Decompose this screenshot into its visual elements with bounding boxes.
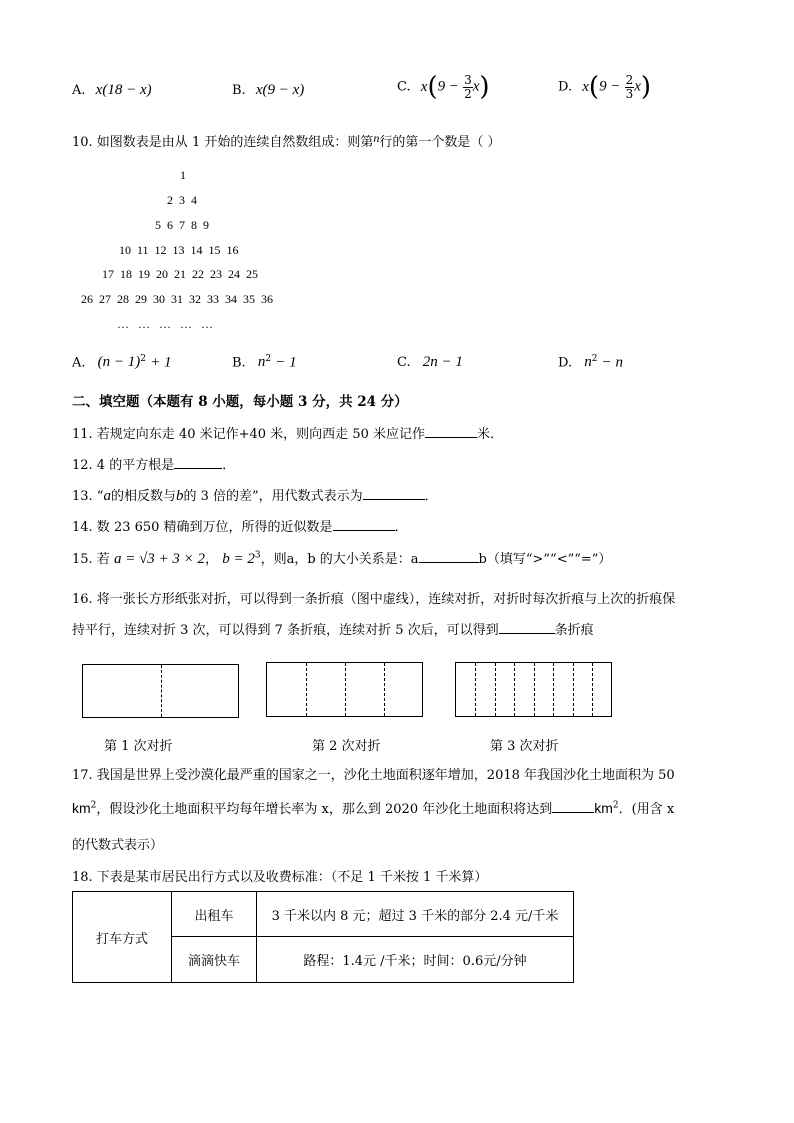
fold-crease [384,663,385,716]
fold-crease [534,663,535,716]
q17-line3: 的代数式表示） [72,838,164,853]
q10-option-c: C. 2n − 1 [397,354,463,370]
fold-crease [495,663,496,716]
q10-stem: 10. 如图数表是由从 1 开始的连续自然数组成：则第n行的第一个数是（ ） [72,131,501,150]
q17-line2: $km^2$，假设沙化土地面积平均每年增长率为 x，那么到 2020 年沙化土地面积将达到 $km^2$．(用含 x [72,800,675,817]
q17-line1: 17. 我国是世界上受沙漠化最严重的国家之一，沙化土地面积逐年增加，2018 年我国沙化土地面积为 50 [72,768,675,783]
table-cell-category: 打车方式 [73,892,172,983]
q14: 14. 数 23 650 精确到万位，所得的近似数是 ． [72,520,408,535]
q9-option-a: A. x(18 − x) [72,82,152,98]
triangle-row: … … … … … [117,317,214,331]
fold-figure-2 [266,662,423,717]
q12: 12. 4 的平方根是 ． [72,458,236,473]
section-title: 二、填空题（本题有 8 小题，每小题 3 分，共 24 分） [72,394,408,410]
answer-blank[interactable] [419,562,479,563]
table-row [73,892,574,937]
table-cell-type: 滴滴快车 [172,937,257,983]
fold-crease [573,663,574,716]
fold-caption-2: 第 2 次对折 [312,739,381,754]
triangle-row: 5 6 7 8 9 [155,218,209,232]
table-cell-type: 出租车 [172,892,257,937]
fold-crease [306,663,307,716]
fold-caption-3: 第 3 次对折 [490,739,559,754]
triangle-row: 2 3 4 [167,193,197,207]
fold-crease [161,665,162,717]
fraction: $\frac{2}{3}$ [625,72,634,101]
triangle-row: 26 27 28 29 30 31 32 33 34 35 36 [81,292,273,306]
table-cell-fee: 3 千米以内 8 元；超过 3 千米的部分 2.4 元/千米 [257,892,574,937]
answer-blank[interactable] [425,437,477,438]
fold-crease [553,663,554,716]
fold-crease [592,663,593,716]
q15: 15. 若 a = √3 + 3 × 2， $b = 2^3$，则a，b 的大小关系是：a b（填写“>”“<”“=”） [72,550,612,567]
answer-blank[interactable] [333,530,395,531]
triangle-row: 10 11 12 13 14 15 16 [119,243,239,257]
q10-option-d: D. $n^2 - n$ [558,354,623,371]
table-cell-fee: 路程：1.4元 /千米；时间：0.6元/分钟 [257,937,574,983]
triangle-row: 17 18 19 20 21 22 23 24 25 [102,267,258,281]
fold-figure-1 [82,664,239,718]
fare-table [72,891,574,983]
fold-crease [514,663,515,716]
answer-blank[interactable] [499,633,555,634]
q16-line2: 持平行，连续对折 3 次，可以得到 7 条折痕，连续对折 5 次后，可以得到 条折痕 [72,623,594,638]
answer-blank[interactable] [174,468,222,469]
q10-option-b: B. $n^2 - 1$ [232,354,297,371]
q13: 13. “a的相反数与b的 3 倍的差”，用代数式表示为 ． [72,488,438,504]
answer-blank[interactable] [363,499,425,500]
fold-crease [345,663,346,716]
answer-blank[interactable] [552,812,594,813]
q11: 11. 若规定向东走 40 米记作+40 米，则向西走 50 米应记作 米． [72,427,504,442]
fold-figure-3 [455,662,612,717]
triangle-row: 1 [180,168,186,182]
fraction: $\frac{3}{2}$ [464,72,472,101]
q9-option-c: C. x(9 − $\frac{3}{2}$ x) [397,72,490,102]
fold-caption-1: 第 1 次对折 [104,739,173,754]
q10-option-a: A. $(n - 1)^2 + 1$ [72,354,172,371]
q18-text: 18. 下表是某市居民出行方式以及收费标准：（不足 1 千米按 1 千米算） [72,870,488,885]
fold-crease [475,663,476,716]
q16-line1: 16. 将一张长方形纸张对折，可以得到一条折痕（图中虚线），连续对折，对折时每次折痕与上次的折痕保 [72,592,676,607]
q9-option-b: B. x(9 − x) [232,82,305,98]
q9-option-d: D. x(9 − $\frac{2}{3}$ x) [558,72,652,102]
